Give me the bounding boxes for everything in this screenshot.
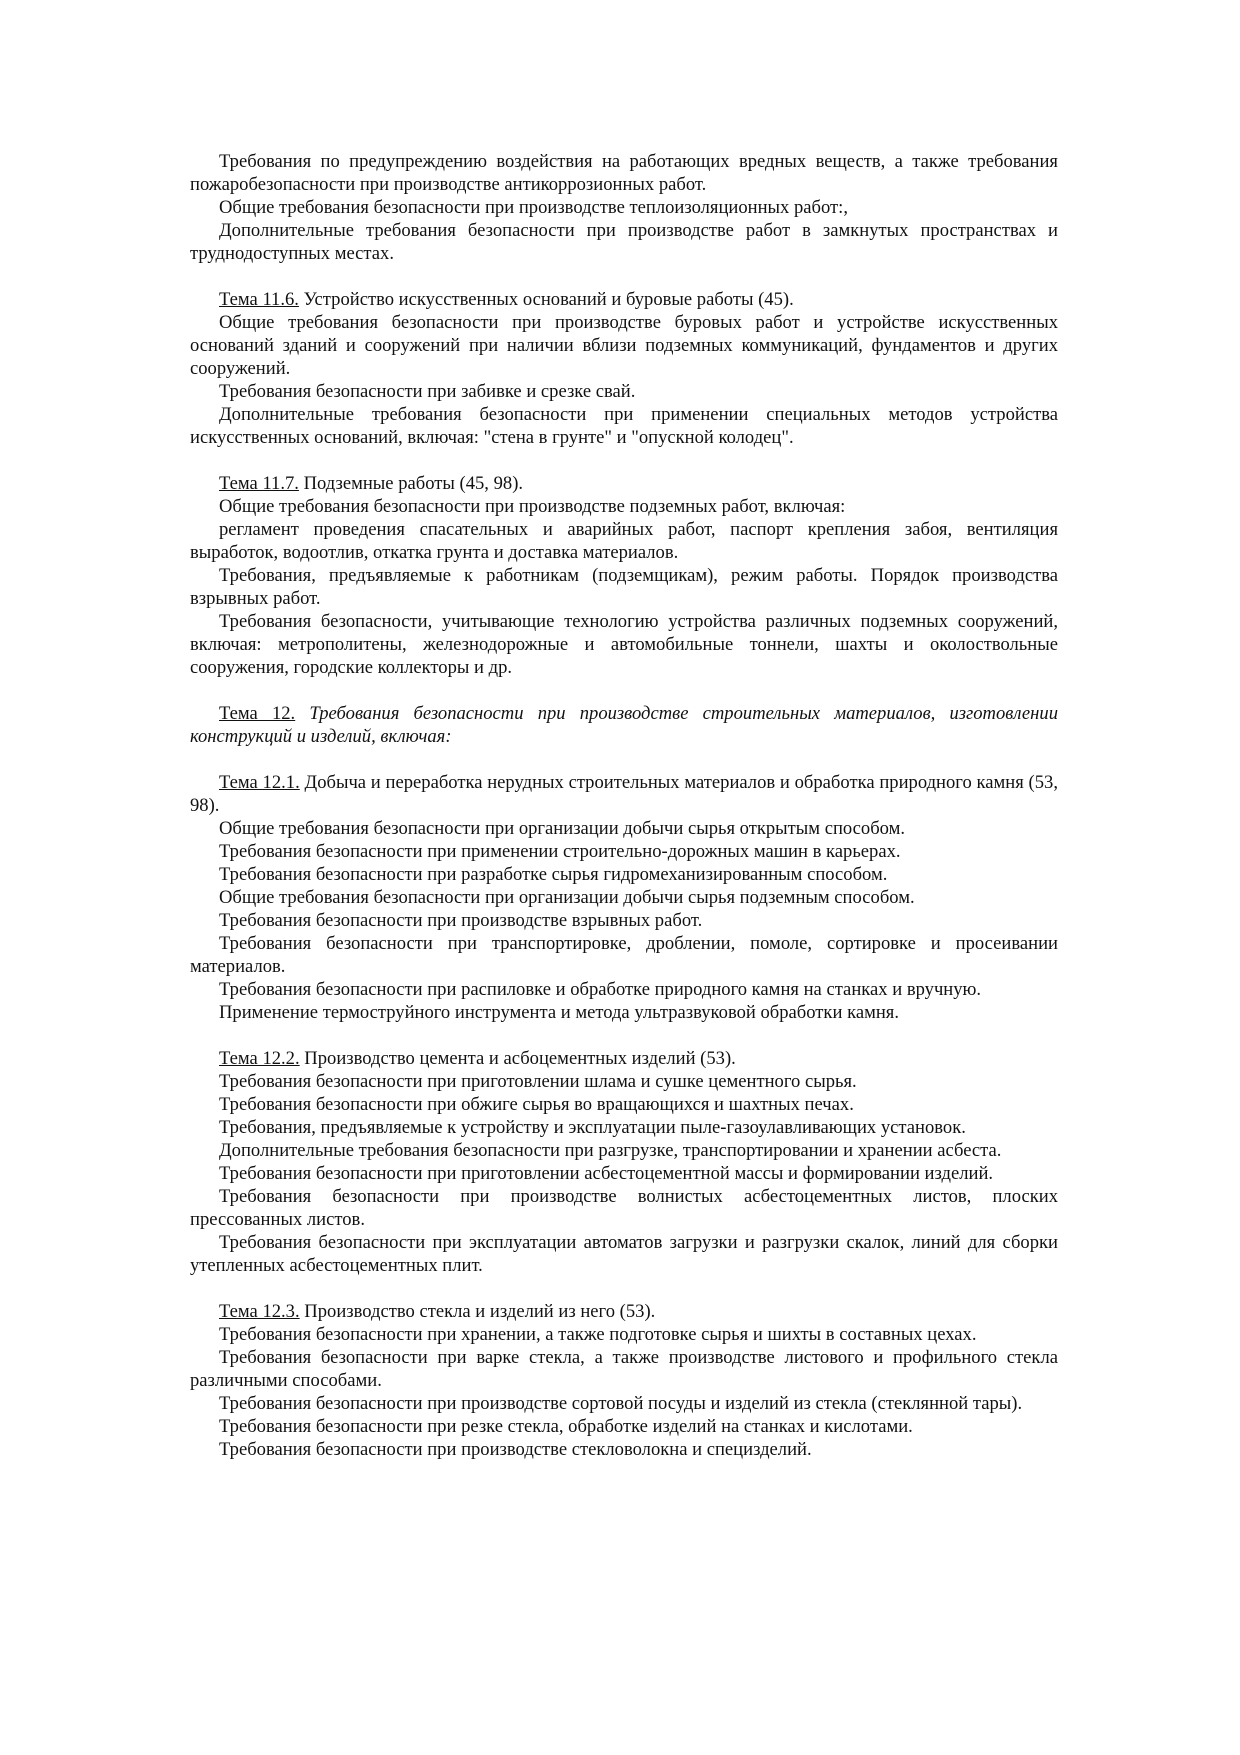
topic-title: Устройство искусственных оснований и буровые работы (45). [303,289,794,310]
paragraph: Общие требования безопасности при организации добычи сырья открытым способом. [219,818,906,839]
paragraph: Требования безопасности при разработке сырья гидромеханизированным способом. [219,864,888,885]
spacer [190,1277,1058,1300]
topic-title: Добыча и переработка нерудных строительных материалов и обработка природного камня (53, 98). [190,772,1058,816]
paragraph: Требования безопасности при производстве волнистых асбестоцементных листов, плоских прессованных листов. [190,1186,1058,1230]
paragraph: Требования безопасности при эксплуатации автоматов загрузки и разгрузки скалок, линий для сборки утепленных асбестоцементных плит. [190,1232,1058,1276]
topic-label: Тема 12. [219,703,296,724]
spacer [190,449,1058,472]
topic-label: Тема 11.6. [219,289,299,310]
spacer [190,748,1058,771]
paragraph: Общие требования безопасности при производстве подземных работ, включая: [219,496,846,517]
topic-label: Тема 12.2. [219,1048,300,1069]
topic-title: Производство стекла и изделий из него (53). [304,1301,656,1322]
paragraph: Применение термоструйного инструмента и метода ультразвуковой обработки камня. [219,1002,899,1023]
paragraph: Требования безопасности при приготовлении асбестоцементной массы и формировании изделий. [219,1163,994,1184]
spacer [190,1024,1058,1047]
topic-heading-12 [190,702,1058,748]
topic-heading-11-6 [190,288,1058,311]
topic-label: Тема 11.7. [219,473,299,494]
paragraph: Требования безопасности при применении строительно-дорожных машин в карьерах. [219,841,901,862]
paragraph: Требования безопасности, учитывающие технологию устройства различных подземных сооружений, включая: метрополитены, железнодорожные и автомобильные тоннели, шахты и околоствольные сооружения, городские коллекторы и др. [190,611,1058,678]
paragraph: Требования безопасности при распиловке и обработке природного камня на станках и вручную. [219,979,982,1000]
paragraph: Требования, предъявляемые к устройству и эксплуатации пыле-газоулавливающих установок. [219,1117,966,1138]
spacer [190,265,1058,288]
paragraph: Общие требования безопасности при производстве теплоизоляционных работ:, [219,197,849,218]
paragraph: Требования, предъявляемые к работникам (подземщикам), режим работы. Порядок производства взрывных работ. [190,565,1058,609]
paragraph: Дополнительные требования безопасности при производстве работ в замкнутых пространствах и труднодоступных местах. [190,220,1058,264]
paragraph: Требования по предупреждению воздействия на работающих вредных веществ, а также требования пожаробезопасности при производстве антикоррозионных работ. [190,151,1058,195]
paragraph: Требования безопасности при приготовлении шлама и сушке цементного сырья. [219,1071,857,1092]
paragraph: Требования безопасности при забивке и срезке свай. [219,381,636,402]
topic-title: Подземные работы (45, 98). [303,473,524,494]
topic-heading-12-1 [190,771,1058,817]
paragraph: Дополнительные требования безопасности при разгрузке, транспортировании и хранении асбеста. [219,1140,1002,1161]
paragraph: Дополнительные требования безопасности при применении специальных методов устройства искусственных оснований, включая: "стена в грунте" и "опускной колодец". [190,404,1058,448]
topic-heading-12-2 [190,1047,1058,1070]
paragraph: Требования безопасности при производстве взрывных работ. [219,910,703,931]
paragraph: Требования безопасности при производстве стекловолокна и специзделий. [219,1439,812,1460]
document-page [190,150,1058,1461]
paragraph: Требования безопасности при обжиге сырья во вращающихся и шахтных печах. [219,1094,854,1115]
paragraph: Требования безопасности при производстве сортовой посуды и изделий из стекла (стеклянной тары). [219,1393,1023,1414]
paragraph: регламент проведения спасательных и аварийных работ, паспорт крепления забоя, вентиляция выработок, водоотлив, откатка грунта и доставка материалов. [190,519,1058,563]
paragraph: Требования безопасности при транспортировке, дроблении, помоле, сортировке и просеивании материалов. [190,933,1058,977]
topic-title: Производство цемента и асбоцементных изделий (53). [304,1048,736,1069]
paragraph: Требования безопасности при варке стекла, а также производстве листового и профильного стекла различными способами. [190,1347,1058,1391]
paragraph: Общие требования безопасности при организации добычи сырья подземным способом. [219,887,915,908]
spacer [190,679,1058,702]
topic-heading-11-7 [190,472,1058,495]
paragraph: Требования безопасности при хранении, а также подготовке сырья и шихты в составных цехах. [219,1324,977,1345]
topic-heading-12-3 [190,1300,1058,1323]
topic-label: Тема 12.3. [219,1301,300,1322]
paragraph: Требования безопасности при резке стекла, обработке изделий на станках и кислотами. [219,1416,913,1437]
paragraph: Общие требования безопасности при производстве буровых работ и устройстве искусственных оснований зданий и сооружений при наличии вблизи подземных коммуникаций, фундаментов и других сооружений. [190,312,1058,379]
topic-title: Требования безопасности при производстве строительных материалов, изготовлении конструкций и изделий, включая: [190,703,1058,747]
topic-label: Тема 12.1. [219,772,300,793]
